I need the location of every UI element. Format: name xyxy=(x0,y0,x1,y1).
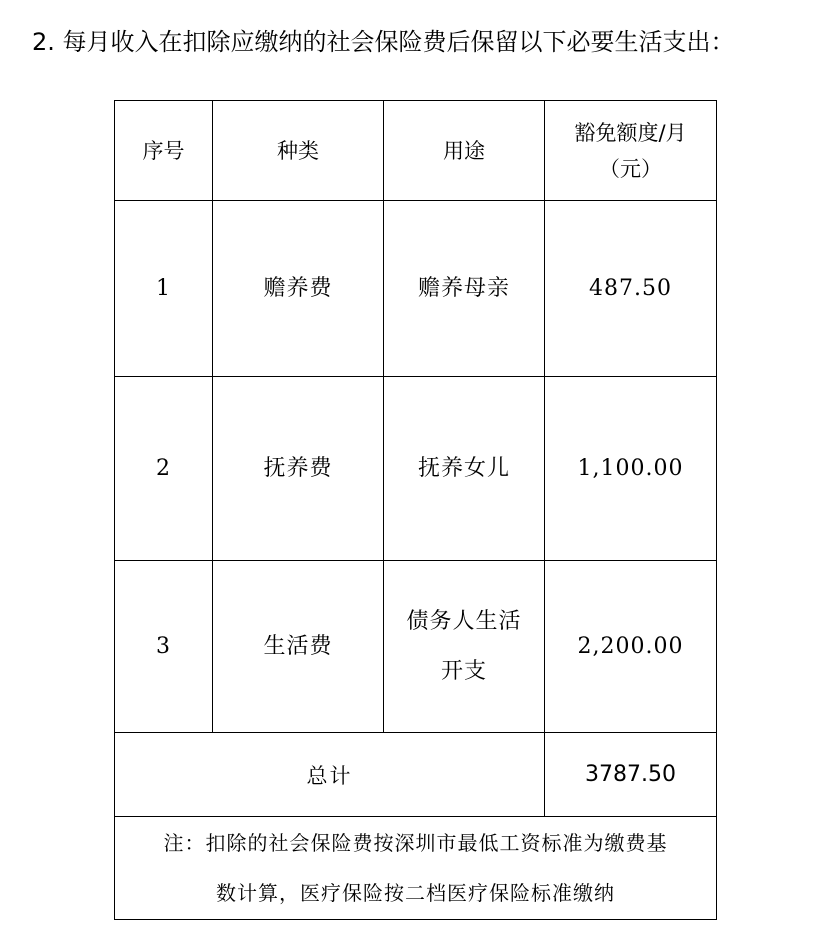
header-amount-line1: 豁免额度/月 xyxy=(574,120,687,145)
row-purpose-line1: 债务人生活 xyxy=(406,608,522,634)
header-purpose: 用途 xyxy=(384,101,545,201)
row-purpose-line1: 赡养母亲 xyxy=(417,275,510,301)
row-index: 1 xyxy=(115,201,213,377)
total-label: 总计 xyxy=(115,733,545,817)
header-index: 序号 xyxy=(115,101,213,201)
row-type: 赡养费 xyxy=(213,201,384,377)
note-text xyxy=(115,817,717,920)
total-value: 3787.50 xyxy=(545,733,717,817)
section-heading: 2. 每月收入在扣除应缴纳的社会保险费后保留以下必要生活支出： xyxy=(32,28,735,56)
row-index: 3 xyxy=(115,561,213,733)
row-amount: 2,200.00 xyxy=(545,561,717,733)
exemption-table xyxy=(114,100,717,920)
row-purpose-line1: 抚养女儿 xyxy=(417,455,510,481)
note-line2: 数计算，医疗保险按二档医疗保险标准缴纳 xyxy=(216,881,615,905)
header-amount-line2: （元） xyxy=(599,156,662,181)
note-row xyxy=(115,817,717,920)
header-type: 种类 xyxy=(213,101,384,201)
table-row xyxy=(115,561,717,733)
row-purpose xyxy=(384,377,545,561)
table-row xyxy=(115,377,717,561)
row-index: 2 xyxy=(115,377,213,561)
table-row xyxy=(115,201,717,377)
total-row xyxy=(115,733,717,817)
row-amount: 487.50 xyxy=(545,201,717,377)
row-purpose-line2: 开支 xyxy=(440,658,487,684)
row-type: 抚养费 xyxy=(213,377,384,561)
row-purpose xyxy=(384,201,545,377)
note-line1: 注：扣除的社会保险费按深圳市最低工资标准为缴费基 xyxy=(163,831,668,855)
row-purpose xyxy=(384,561,545,733)
row-amount: 1,100.00 xyxy=(545,377,717,561)
row-type: 生活费 xyxy=(213,561,384,733)
header-amount xyxy=(545,101,717,201)
table-header-row xyxy=(115,101,717,201)
